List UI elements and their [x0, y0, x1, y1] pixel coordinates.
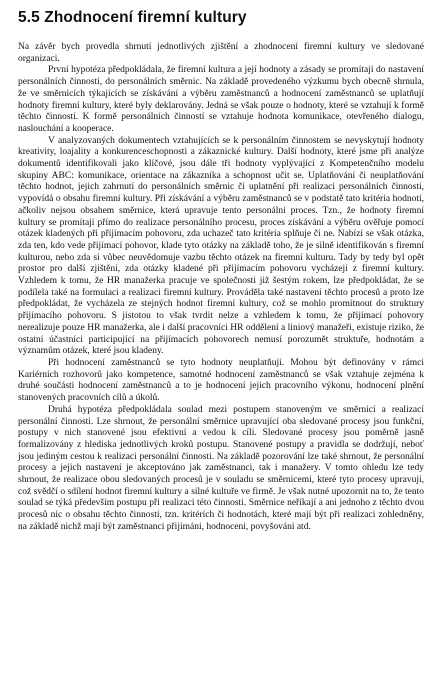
section-heading: 5.5 Zhodnocení firemní kultury: [18, 9, 247, 26]
paragraph-intro: Na závěr bych provedla shrnutí jednotlivých zjištění a zhodnocení firemní kultury ve sledované organizaci.: [18, 42, 424, 64]
paragraph-values-analysis: V analyzovaných dokumentech vztahujících se k personálním činnostem se nevyskytují hodnoty kreativity, loajality a konkurenceschopnosti a zákaznické kultury. Další hodnoty, které jsme při analýze dokumentů identifikovali jako klíčové, jsou dále tři hodnoty vyplývající z Kompetenčního modelu skupiny ABC: komunikace, orientace na zákazníka a schopnost učit se. Uplatňování či neuplatňování těchto hodnot, jejich zahrnutí do personálních směrnic či uplatnění při realizaci personálních činností, vypovídá o obsahu firemní kultury. Při získávání a výběru zaměstnanců se v podstatě tato kritéria hodnotí, ačkoliv nejsou obsahem směrnice, která upravuje tento personální proces. Tzn., že hodnoty firemní kultury se promítají přímo do realizace personálního procesu, proces získávání a výběru ověřuje pomocí otázek kladených při přijímacím pohovoru, zda uchazeč tato kritéria splňuje či ne. Nabízí se však otázka, zda ten, kdo vede přijímací pohovor, klade tyto otázky na základě toho, že je silně identifikován s firemní kulturou, nebo zda si vůbec neuvědomuje vazbu těchto otázek na firemní kulturu. Tady by tedy byl opět prostor pro další zjištění, zda otázky kladené při přijímacím pohovoru vycházejí z firemní kultury. Vzhledem k tomu, že HR manažerka pracuje ve společnosti již šestým rokem, lze předpokládat, že se podílela také na formulaci a realizaci firemní kultury. Prováděla také nastavení těchto procesů a proto lze předpokládat, že vycházela ze stejných hodnot firemní kultury, což se mohlo promítnout do struktury přijímacího pohovoru. S jistotou to však tvrdit nelze a vzhledem k tomu, že přijímací pohovory nerealizuje pouze HR manažerka, ale i další pracovníci HR oddělení a liniový manažeři, existuje riziko, že ostatní účastníci participující na přijímacích pohovorech nemusí porozumět struktuře, hodnotám a významům otázek, které jsou kladeny.: [18, 135, 424, 357]
paragraph-second-hypothesis: Druhá hypotéza předpokládala soulad mezi postupem stanoveným ve směrnicí a realizací personální činnosti. Lze shrnout, že personální směrnice upravující oba sledované procesy jsou funkční, postupy v nich stanovené jsou efektivní a vedou k cíli. Sledované procesy jsou poměrně jasně formalizovány z hlediska jednotlivých kroků postupu. Stanovené postupy a pravidla se dodržují, neboť jsou jediným cestou k realizaci personální činnosti. Na základě pozorování lze také shrnout, že personální procesy a jejich nastavení je akceptováno jak zaměstnanci, tak i manažery. V tomto ohledu lze tedy shrnout, že realizace obou sledovaných procesů je v souladu se směrnicemi, které tyto procesy upravují, což svědčí o sdílení hodnot firemní kultury a silné kultuře ve firmě. Je však nutné upozornit na to, že tento soulad se týká především postupu při realizaci této činnosti. Směrnice neříkají a ani jednoho z těchto dvou procesů nic o obsahu těchto činností, tzn. kritérích či hodnotách, které mají být při realizaci zohledněny, na základě nichž mají být zaměstnanci přijímáni, hodnoceni, povyšováni atd.: [18, 404, 424, 532]
paragraph-first-hypothesis: První hypotéza předpokládala, že firemní kultura a její hodnoty a zásady se promítají do nastavení personálních činností, do personálních směrnic. Na základě provedeného výzkumu bych obecně shrnula, že ve směrnicích týkajících se získávání a výběru zaměstnanců a hodnocení zaměstnanců se uplatňují hodnoty firemní kultury, které byly deklarovány. Jedná se však pouze o hodnoty, které se vztahují k formě těchto činností. K formě personálních činností se vztahuje hodnota komunikace, otevřeného dialogu, naslouchání a kooperace.: [18, 65, 424, 134]
paragraph-evaluation: Při hodnocení zaměstnanců se tyto hodnoty neuplatňují. Mohou být definovány v rámci Kariérních rozhovorů jako kompetence, samotné hodnocení zaměstnanců se však vztahuje zejména k druhé součásti hodnocení zaměstnanců a to je hodnocení jejich pracovního výkonu, hodnocení plnění stanovených pracovních cílů a úkolů.: [18, 357, 424, 404]
